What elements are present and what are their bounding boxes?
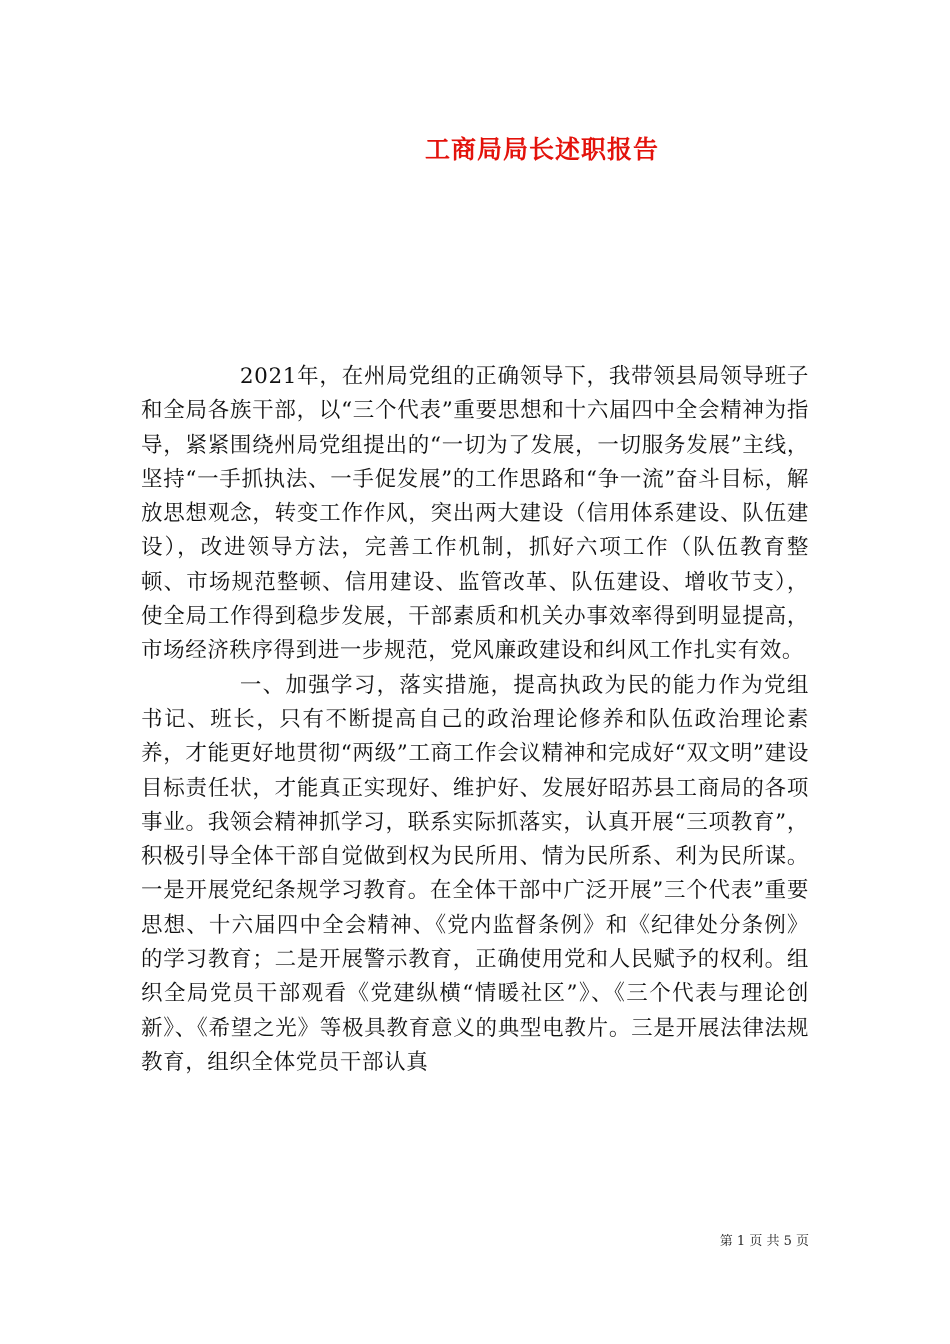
page-number-footer: 第 1 页 共 5 页 [719,1234,809,1249]
document-body [141,360,809,1080]
paragraph-intro: 2021年，在州局党组的正确领导下，我带领县局领导班子和全局各族干部，以“三个代表”重要思想和十六届四中全会精神为指导，紧紧围绕州局党组提出的“一切为了发展，一切服务发展”主线，坚持“一手抓执法、一手促发展”的工作思路和“争一流”奋斗目标，解放思想观念，转变工作作风，突出两大建设（信用体系建设、队伍建设），改进领导方法，完善工作机制，抓好六项工作（队伍教育整顿、市场规范整顿、信用建设、监管改革、队伍建设、增收节支），使全局工作得到稳步发展，干部素质和机关办事效率得到明显提高，市场经济秩序得到进一步规范，党风廉政建设和纠风工作扎实有效。 [141,364,809,664]
document-title: 工商局局长述职报告 [424,135,659,164]
paragraph-section-one: 一、加强学习，落实措施，提高执政为民的能力作为党组书记、班长，只有不断提高自己的政治理论修养和队伍政治理论素养，才能更好地贯彻“两级”工商工作会议精神和完成好“双文明”建设目标责任状，才能真正实现好、维护好、发展好昭苏县工商局的各项事业。我领会精神抓学习，联系实际抓落实，认真开展“三项教育”，积极引导全体干部自觉做到权为民所用、情为民所系、利为民所谋。一是开展党纪条规学习教育。在全体干部中广泛开展”三个代表”重要思想、十六届四中全会精神、《党内监督条例》和《纪律处分条例》的学习教育；二是开展警示教育，正确使用党和人民赋予的权利。组织全局党员干部观看《党建纵横“情暖社区”》、《三个代表与理论创新》、《希望之光》等极具教育意义的典型电教片。三是开展法律法规教育，组织全体党员干部认真 [141,672,809,1075]
